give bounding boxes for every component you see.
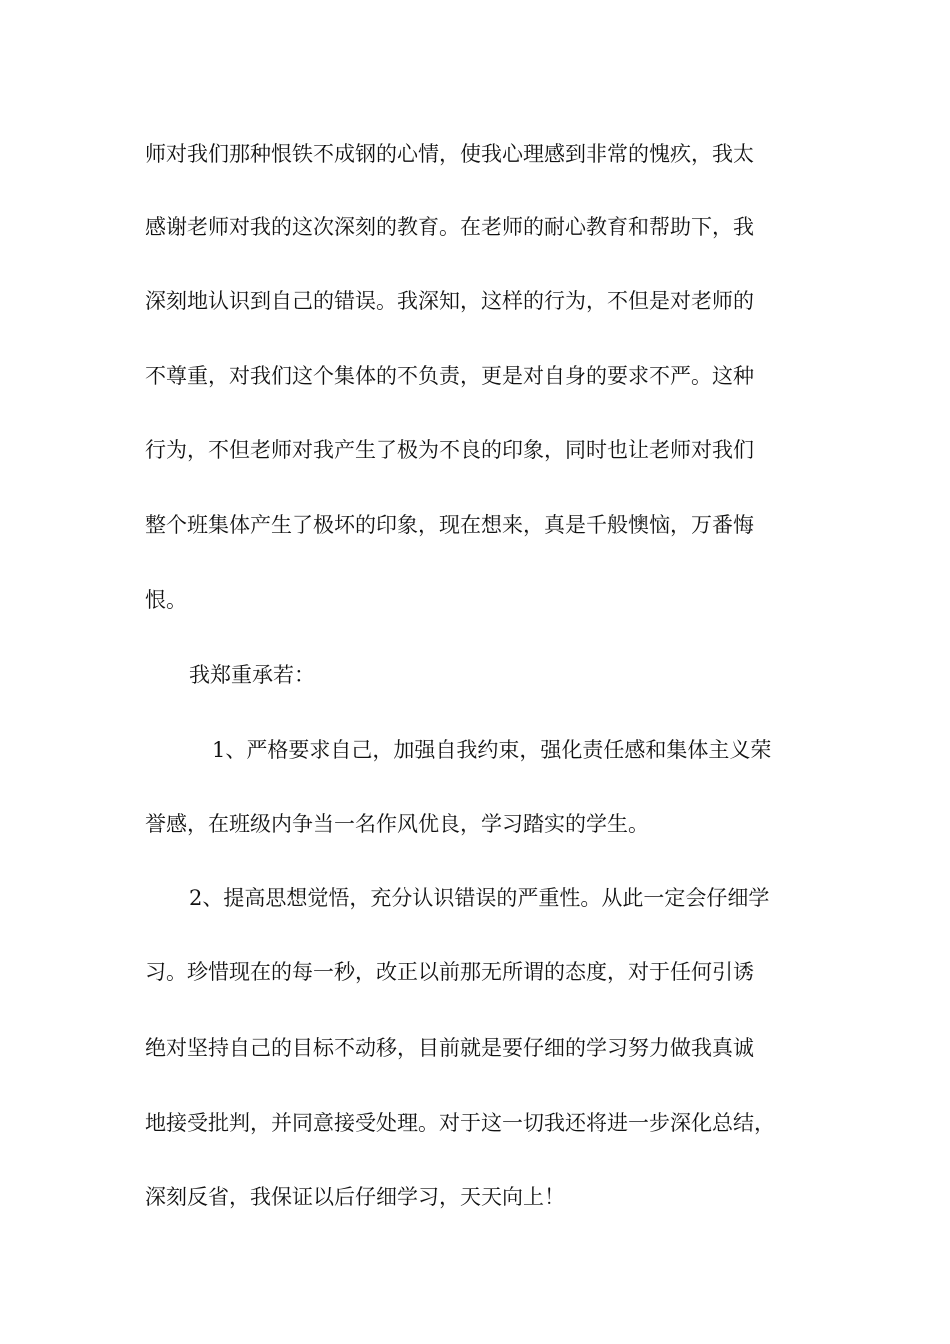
paragraph-line: 誉感，在班级内争当一名作风优良，学习踏实的学生。 bbox=[145, 812, 649, 836]
paragraph-line: 行为，不但老师对我产生了极为不良的印象，同时也让老师对我们 bbox=[145, 438, 754, 462]
paragraph-line: 恨。 bbox=[145, 588, 187, 612]
paragraph-line: 深刻地认识到自己的错误。我深知，这样的行为，不但是对老师的 bbox=[145, 289, 754, 313]
paragraph-line: 感谢老师对我的这次深刻的教育。在老师的耐心教育和帮助下，我 bbox=[145, 215, 754, 239]
paragraph-line: 深刻反省，我保证以后仔细学习，天天向上！ bbox=[145, 1185, 565, 1209]
paragraph-line: 整个班集体产生了极坏的印象，现在想来，真是千般懊恼，万番悔 bbox=[145, 513, 754, 537]
paragraph-line: 绝对坚持自己的目标不动移，目前就是要仔细的学习努力做我真诚 bbox=[145, 1036, 754, 1060]
pledge-heading: 我郑重承若： bbox=[189, 663, 315, 687]
paragraph-line: 不尊重，对我们这个集体的不负责，更是对自身的要求不严。这种 bbox=[145, 364, 754, 388]
paragraph-line: 习。珍惜现在的每一秒，改正以前那无所谓的态度，对于任何引诱 bbox=[145, 960, 754, 984]
pledge-item-2: 2、提高思想觉悟，充分认识错误的严重性。从此一定会仔细学 bbox=[189, 886, 770, 910]
paragraph-line: 师对我们那种恨铁不成钢的心情，使我心理感到非常的愧疚，我太 bbox=[145, 142, 754, 166]
pledge-item-1: 1、严格要求自己，加强自我约束，强化责任感和集体主义荣 bbox=[212, 738, 772, 762]
paragraph-line: 地接受批判，并同意接受处理。对于这一切我还将进一步深化总结， bbox=[145, 1111, 775, 1135]
